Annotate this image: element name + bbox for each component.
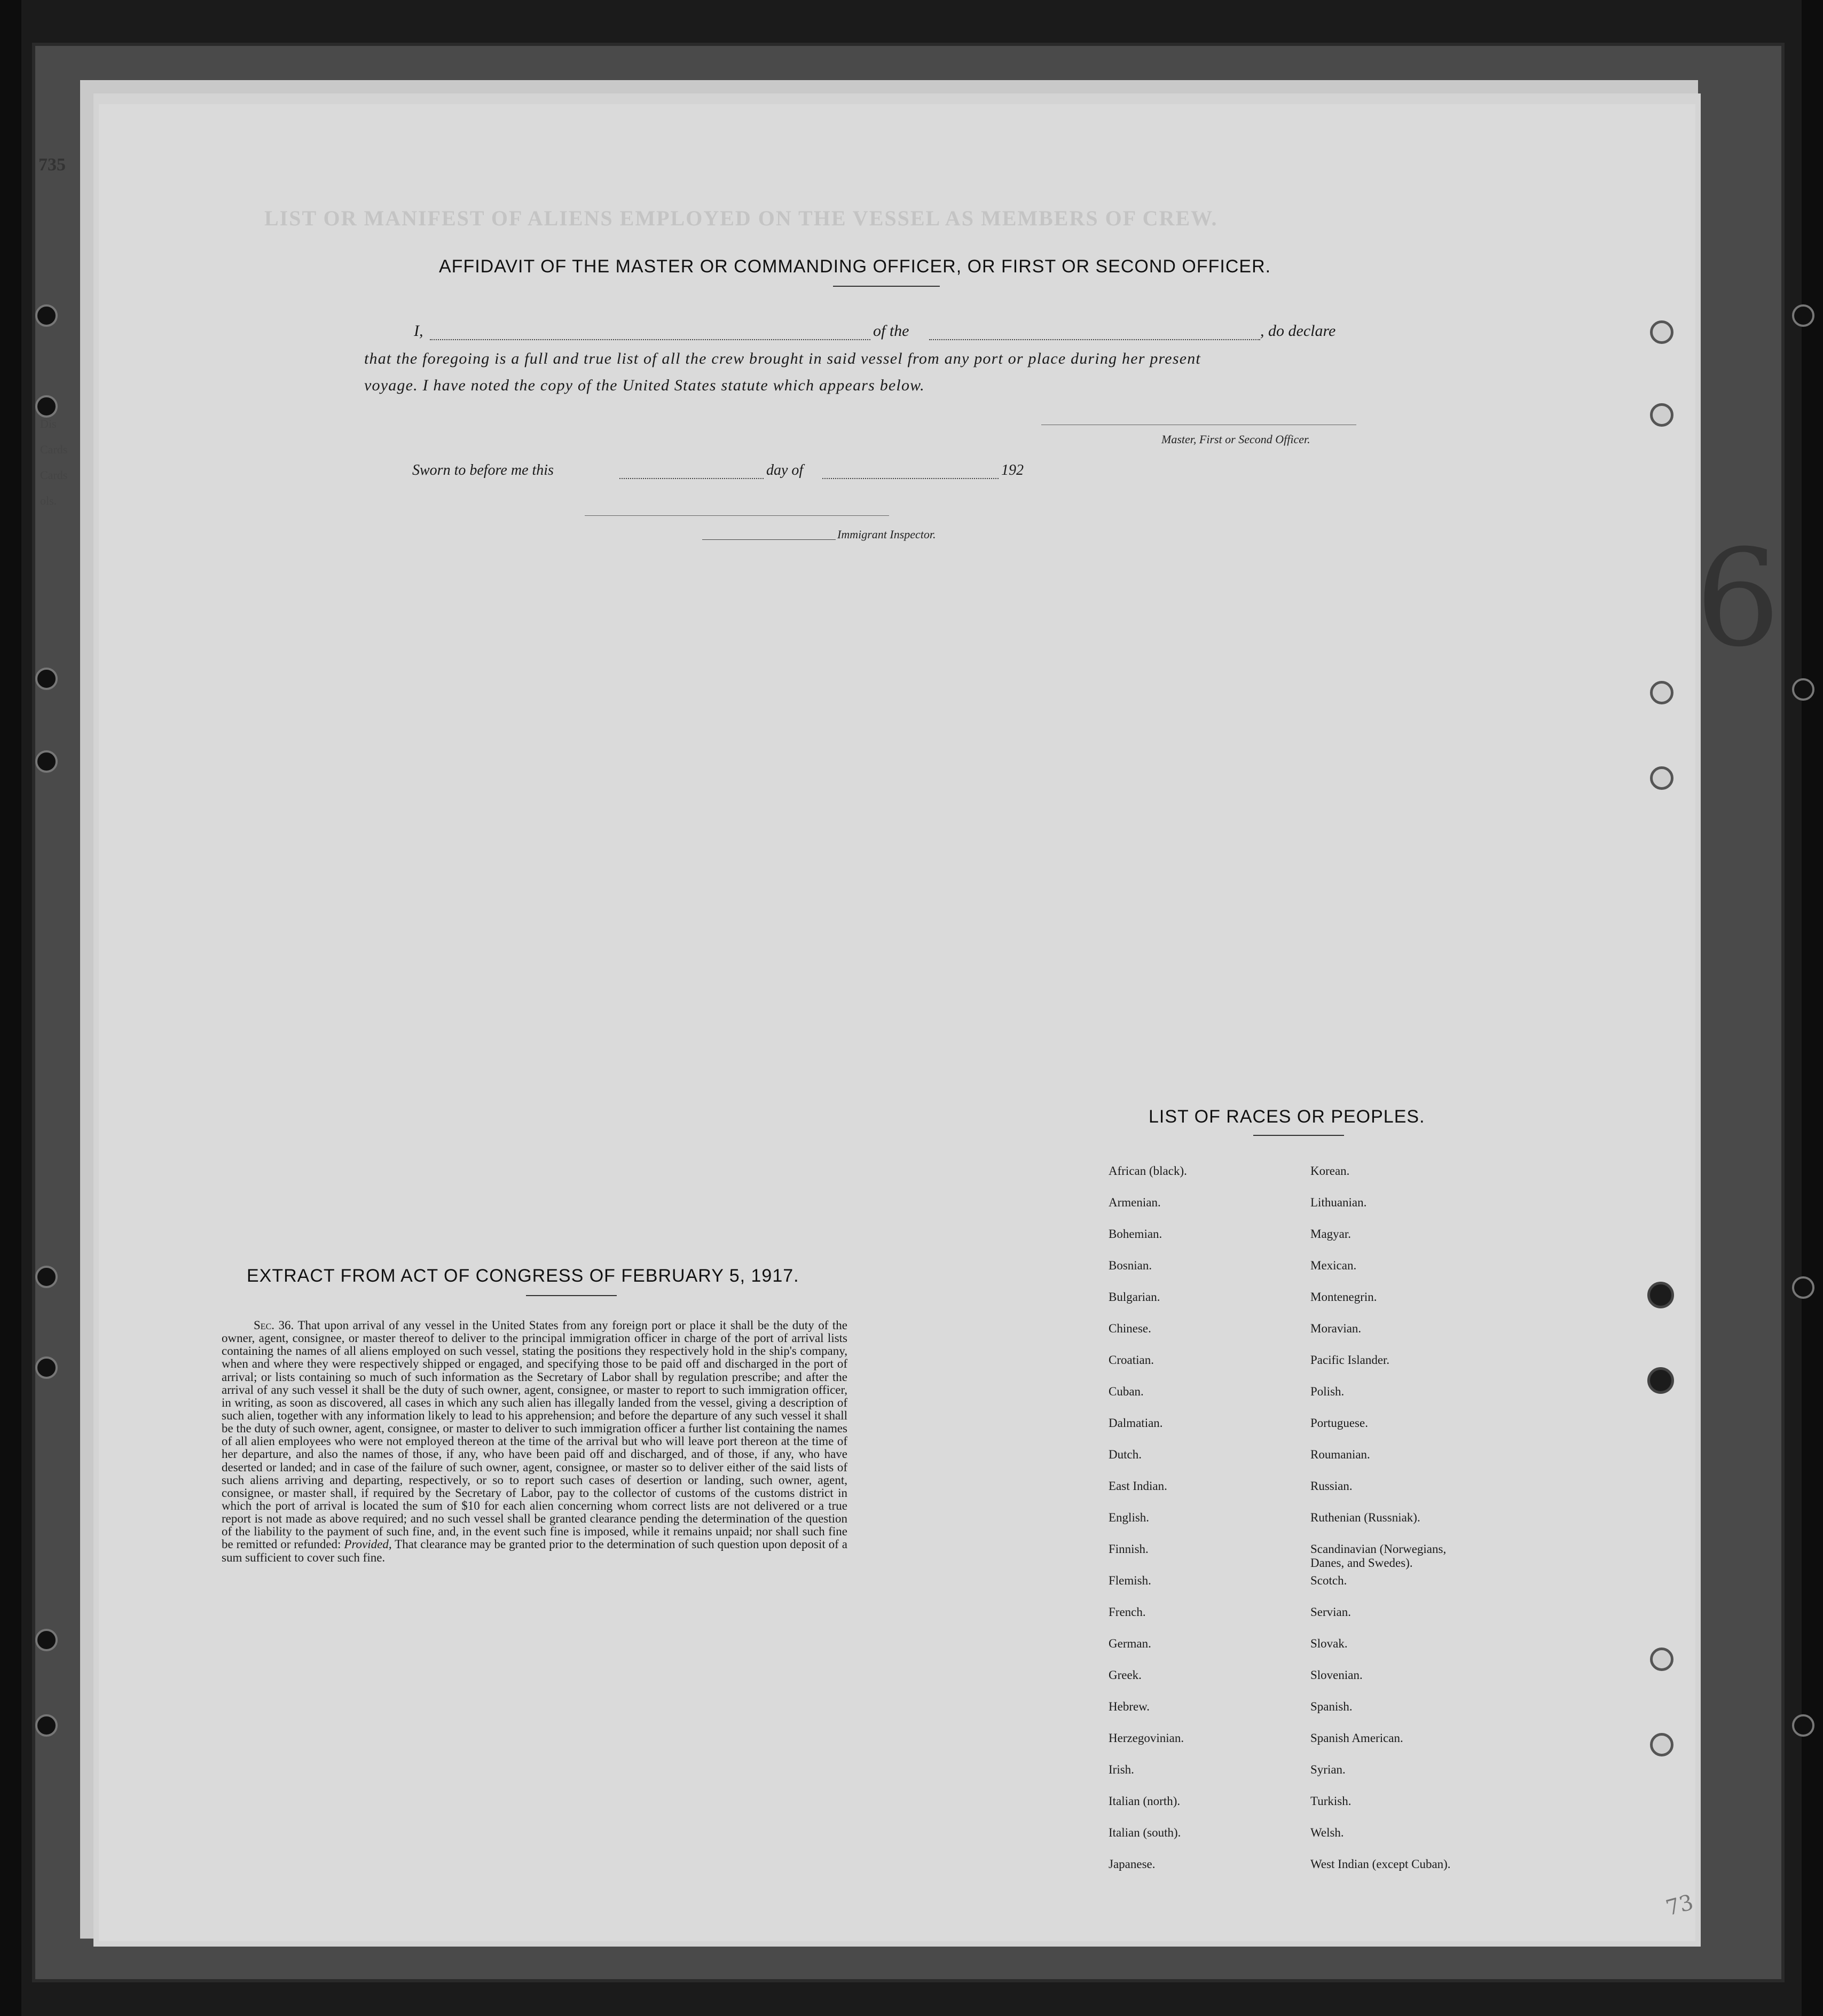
race-item: Montenegrin.: [1310, 1290, 1377, 1304]
inspector-line: [585, 515, 889, 516]
left-edge-labels: [40, 411, 91, 514]
race-item: Korean.: [1310, 1164, 1350, 1178]
affidavit-declare: , do declare: [1260, 322, 1336, 340]
film-edge-right: [1802, 0, 1823, 2016]
affidavit-title: AFFIDAVIT OF THE MASTER OR COMMANDING OFFICER, OR FIRST OR SECOND OFFICER.: [439, 256, 1271, 277]
race-item: Bulgarian.: [1109, 1290, 1160, 1304]
left-label: Dis: [40, 417, 57, 430]
day-of-text: day of: [766, 462, 804, 478]
race-item: Bosnian.: [1109, 1259, 1152, 1272]
races-underline: [1253, 1135, 1344, 1136]
race-item: Syrian.: [1310, 1763, 1346, 1776]
race-item: Slovak.: [1310, 1637, 1348, 1650]
binder-hole: [1792, 304, 1814, 327]
left-label: Cards: [40, 443, 68, 456]
race-item: Welsh.: [1310, 1826, 1344, 1839]
race-item: Mexican.: [1310, 1259, 1357, 1272]
punch-hole: [1650, 681, 1673, 704]
film-edge-left: [0, 0, 21, 2016]
affidavit-i: I,: [414, 322, 423, 340]
page-number-stamp: 735: [38, 155, 66, 175]
race-item: Moravian.: [1310, 1322, 1362, 1335]
races-column-left: [1109, 1164, 1187, 1889]
race-item: Ruthenian (Russniak).: [1310, 1511, 1420, 1524]
binder-hole: [35, 1356, 58, 1379]
race-item: Cuban.: [1109, 1385, 1144, 1398]
binder-hole: [35, 1266, 58, 1288]
binder-hole: [35, 304, 58, 327]
race-item: Dutch.: [1109, 1448, 1142, 1461]
act-section-text: [222, 1319, 847, 1564]
section-body-end: That clearance may be granted prior to the determination of such question upon deposit of a sum sufficient to cover such fine.: [222, 1538, 847, 1564]
binder-hole: [1792, 1714, 1814, 1737]
race-item: Slovenian.: [1310, 1668, 1363, 1682]
punch-hole: [1650, 403, 1673, 427]
punch-hole: [1650, 320, 1673, 344]
affidavit-line2: that the foregoing is a full and true list of all the crew brought in said vessel from any port or place during her present: [364, 350, 1201, 367]
corner-mark: 73: [1663, 1890, 1696, 1921]
race-item: African (black).: [1109, 1164, 1187, 1178]
race-item: Flemish.: [1109, 1574, 1151, 1587]
punch-hole: [1650, 766, 1673, 790]
race-item: Roumanian.: [1310, 1448, 1370, 1461]
inspector-label: Immigrant Inspector.: [837, 528, 936, 541]
binder-hole: [35, 668, 58, 690]
race-item: East Indian.: [1109, 1479, 1167, 1493]
race-item: English.: [1109, 1511, 1150, 1524]
punch-hole: [1650, 1733, 1673, 1756]
vessel-blank: [929, 339, 1260, 340]
race-item: Portuguese.: [1310, 1416, 1368, 1430]
day-blank: [619, 478, 764, 479]
punch-hole: [1647, 1367, 1674, 1394]
month-blank: [822, 478, 999, 479]
race-item: French.: [1109, 1605, 1146, 1619]
race-item: Croatian.: [1109, 1353, 1154, 1367]
races-column-right: [1310, 1164, 1471, 1889]
provided-word: Provided,: [344, 1538, 392, 1551]
race-item: Dalmatian.: [1109, 1416, 1163, 1430]
binder-hole: [1792, 1276, 1814, 1299]
race-item: West Indian (except Cuban).: [1310, 1857, 1451, 1871]
race-item: Chinese.: [1109, 1322, 1151, 1335]
left-label: Cards: [40, 468, 68, 482]
races-title: LIST OF RACES OR PEOPLES.: [1149, 1107, 1425, 1127]
race-item: Italian (north).: [1109, 1794, 1181, 1808]
affidavit-line3: voyage. I have noted the copy of the United States statute which appears below.: [364, 376, 925, 394]
left-label: ols.: [40, 494, 57, 507]
race-item: Scotch.: [1310, 1574, 1347, 1587]
section-body: That upon arrival of any vessel in the United States from any foreign port or place it shall be the duty of the owner, agent, consignee, or master thereof to deliver to the principal immigration officer in charge of the port of arrival lists containing the names of all aliens employed on such vessel, stating the positions they respectively hold in the ship's company, when and where they were respectively shipped or engaged, and specifying those to be paid off and discharged in the port of arrival; or lists containing so much of such information as the Secretary of Labor shall by regulation prescribe; and after the arrival of any such vessel it shall be the duty of such owner, agent, consignee, or master to report to such immigration officer, in writing, as soon as discovered, all cases in which any such alien has illegally landed from the vessel, giving a description of such alien, together with any information likely to lead to his apprehension; and before the departure of any such vessel it shall be the duty of such owner, agent, consignee, or master to deliver to such immigration officer a further list containing the names of all alien employees who were not employed thereon at the time of the arrival but who will leave port thereon at the time of her departure, and also the names of those, if any, who have been paid off and discharged, and of those, if any, who have deserted or landed; and in case of the failure of such owner, agent, consignee, or master so to deliver either of the said lists of such aliens arriving and departing, respectively, or so to report such cases of desertion or landing, such owner, agent, consignee, or master shall, if required by the Secretary of Labor, pay to the collector of customs of the customs district in which the port of arrival is located the sum of $10 for each alien concerning whom correct lists are not delivered or a true report is not made as above required; and no such vessel shall be granted clearance pending the determination of the question of the liability to the payment of such fine, and, in the event such fine is imposed, while it remains unpaid; nor shall such fine be remitted or refunded:: [222, 1319, 847, 1551]
race-item: Magyar.: [1310, 1227, 1351, 1241]
race-item: Servian.: [1310, 1605, 1351, 1619]
affidavit-of-the: of the: [873, 322, 909, 340]
race-item: Herzegovinian.: [1109, 1731, 1184, 1745]
signature-label: Master, First or Second Officer.: [1161, 433, 1310, 446]
extract-underline: [526, 1295, 617, 1296]
race-item: Finnish.: [1109, 1542, 1149, 1556]
race-item: German.: [1109, 1637, 1151, 1650]
section-number: Sec. 36.: [254, 1319, 294, 1332]
name-blank: [430, 339, 870, 340]
race-item: Hebrew.: [1109, 1700, 1150, 1713]
punch-hole: [1650, 1648, 1673, 1671]
race-item: Greek.: [1109, 1668, 1142, 1682]
title-underline: [833, 286, 940, 287]
race-item: Italian (south).: [1109, 1826, 1181, 1839]
race-item: Turkish.: [1310, 1794, 1351, 1808]
race-item: Russian.: [1310, 1479, 1353, 1493]
binder-hole: [35, 750, 58, 773]
extract-title: EXTRACT FROM ACT OF CONGRESS OF FEBRUARY 5, 1917.: [247, 1266, 799, 1286]
race-item: Pacific Islander.: [1310, 1353, 1390, 1367]
binder-hole: [35, 1629, 58, 1651]
race-item: Polish.: [1310, 1385, 1345, 1398]
race-item: Irish.: [1109, 1763, 1134, 1776]
race-item: Armenian.: [1109, 1196, 1161, 1209]
race-item: Lithuanian.: [1310, 1196, 1367, 1209]
race-item: Bohemian.: [1109, 1227, 1162, 1241]
punch-hole: [1647, 1282, 1674, 1308]
handwritten-mark: 6: [1695, 521, 1781, 676]
year-text: 192: [1001, 462, 1024, 478]
race-item: Spanish.: [1310, 1700, 1353, 1713]
race-item: Spanish American.: [1310, 1731, 1403, 1745]
race-item: Scandinavian (Norwegians, Danes, and Swedes).: [1310, 1542, 1447, 1570]
binder-hole: [1792, 678, 1814, 701]
race-item: Japanese.: [1109, 1857, 1156, 1871]
sworn-text: Sworn to before me this: [412, 462, 554, 478]
faded-header-bleedthrough: LIST OR MANIFEST OF ALIENS EMPLOYED ON THE VESSEL AS MEMBERS OF CREW.: [264, 206, 1218, 230]
inspector-blank: [702, 539, 836, 540]
binder-hole: [35, 1714, 58, 1737]
